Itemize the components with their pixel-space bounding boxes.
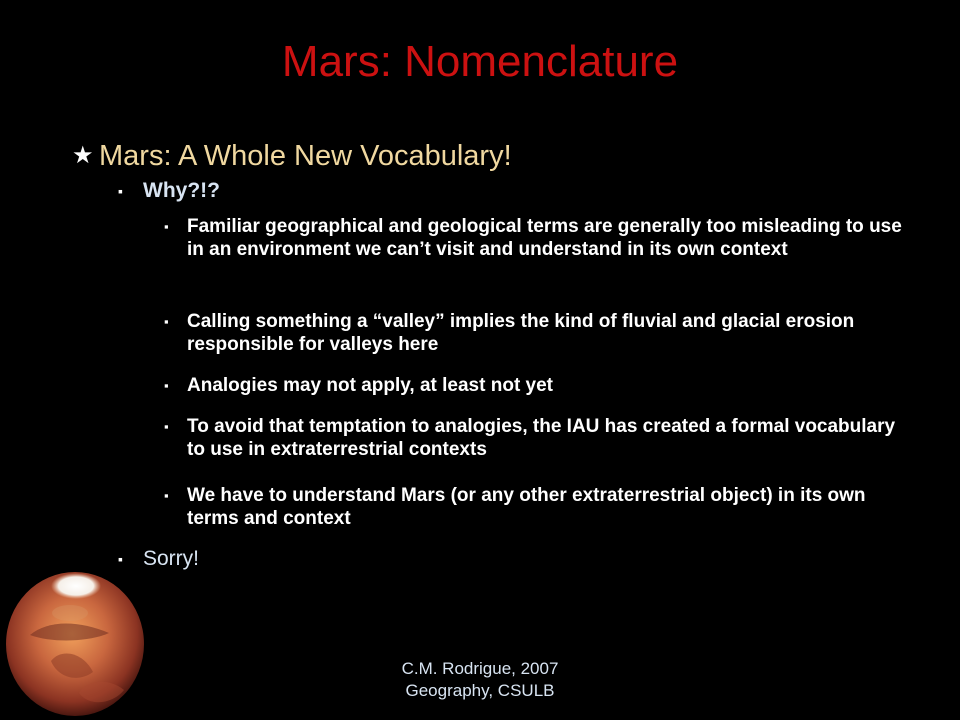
main-bullet bbox=[72, 139, 912, 173]
square-bullet-icon: ▪ bbox=[164, 419, 169, 434]
detail-bullet bbox=[164, 310, 904, 356]
footer-department: Geography, CSULB bbox=[405, 681, 555, 700]
sub-bullet-sorry bbox=[118, 546, 938, 572]
sub-bullet-why bbox=[118, 178, 938, 204]
detail-bullet-text: We have to understand Mars (or any other extraterrestrial object) in its own terms and context bbox=[187, 485, 866, 529]
sub-bullet-why-text: Why?!? bbox=[143, 179, 220, 202]
detail-bullet-text: Analogies may not apply, at least not yet bbox=[187, 375, 554, 396]
footer-author-year: C.M. Rodrigue, 2007 bbox=[401, 659, 559, 678]
detail-bullet bbox=[164, 215, 904, 261]
slide-title: Mars: Nomenclature bbox=[281, 37, 679, 86]
square-bullet-icon: ▪ bbox=[164, 488, 169, 503]
detail-bullet bbox=[164, 484, 904, 530]
detail-bullet-text: To avoid that temptation to analogies, the IAU has created a formal vocabulary to use in extraterrestrial contexts bbox=[187, 416, 896, 460]
sub-bullet-sorry-text: Sorry! bbox=[143, 547, 200, 570]
detail-bullet bbox=[164, 374, 904, 397]
main-bullet-text: Mars: A Whole New Vocabulary! bbox=[99, 140, 512, 172]
slide-footer bbox=[380, 658, 580, 702]
mars-planet-image bbox=[3, 568, 147, 718]
square-bullet-icon: ▪ bbox=[164, 314, 169, 329]
square-bullet-icon: ▪ bbox=[164, 219, 169, 234]
star-icon: ★ bbox=[72, 142, 94, 169]
square-bullet-icon: ▪ bbox=[164, 378, 169, 393]
detail-bullet-text: Calling something a “valley” implies the kind of fluvial and glacial erosion responsible for valleys here bbox=[187, 311, 855, 355]
detail-bullet-text: Familiar geographical and geological terms are generally too misleading to use in an environment we can’t visit and understand in its own context bbox=[187, 216, 902, 260]
detail-bullet bbox=[164, 415, 904, 461]
square-bullet-icon: ▪ bbox=[118, 551, 123, 567]
square-bullet-icon: ▪ bbox=[118, 183, 123, 199]
